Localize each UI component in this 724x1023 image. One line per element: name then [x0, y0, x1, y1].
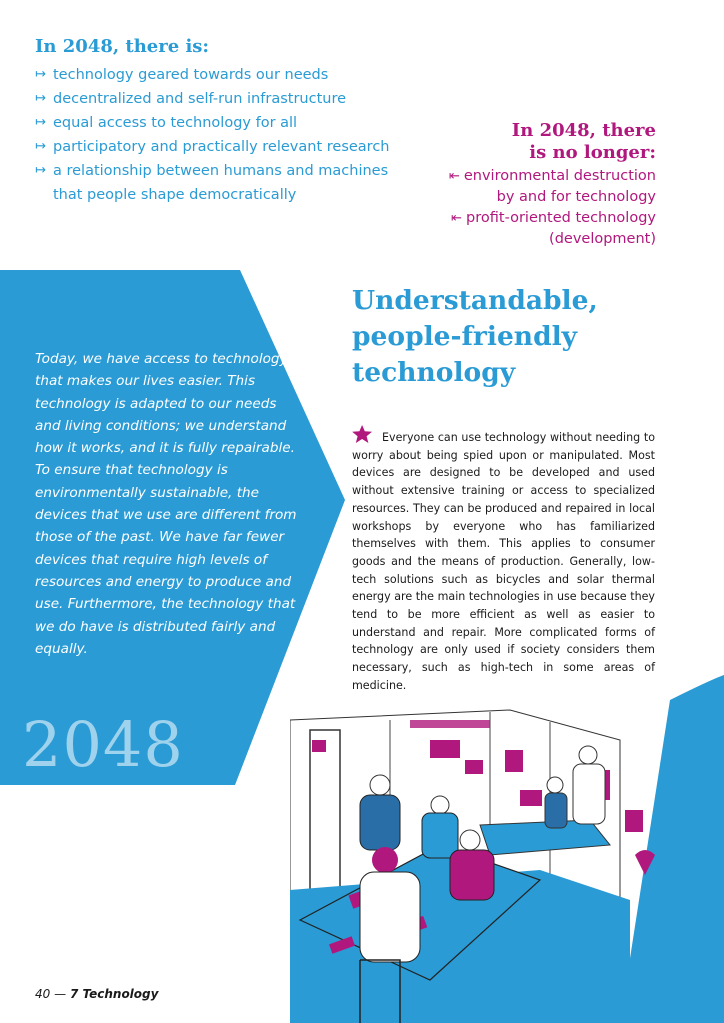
no-section [376, 120, 656, 250]
arrow-right-bar-icon: ↦ [35, 163, 46, 178]
list-item: ↦ decentralized and self-run infrastructure [35, 87, 425, 111]
workshop-illustration [290, 660, 724, 1023]
intro-quote: Today, we have access to technology that makes our lives easier. This technology is adapted to our needs and living conditions; we understand how it works, and it is fully repairable. To ensure that technology is environmentally sustainable, the devices that we use are different from those of the past. We have far fewer devices that require high levels of resources and energy to produce and use. Furthermore, the technology that we do have is distributed fairly and equally. [35, 351, 297, 657]
page-title: Understandable, people-friendly technology [352, 285, 598, 388]
year-label: 2048 [22, 708, 184, 781]
arrow-left-bar-icon: ⇤ [448, 169, 460, 184]
arrow-right-bar-icon: ↦ [35, 91, 46, 106]
list-item: ⇤ environmental destruction by and for technology [448, 168, 656, 205]
footer-separator: — [54, 987, 67, 1001]
list-item: ↦ equal access to technology for all [35, 111, 425, 135]
list-item: ↦ participatory and practically relevant research [35, 135, 425, 159]
arrow-right-bar-icon: ↦ [35, 67, 46, 82]
arrow-left-bar-icon: ⇤ [451, 211, 463, 226]
star-icon [352, 425, 374, 443]
yes-section [35, 36, 425, 207]
page-footer [35, 987, 158, 1001]
chapter-label: 7 Technology [69, 987, 159, 1001]
body-paragraph: Everyone can use technology without needing to worry about being spied upon or manipulated. Most devices are designed to be developed and used without extensive training or access to specialized resources. They can be produced and repaired in local workshops by everyone who has familiarized themselves with them. This applies to consumer goods and the means of production. Generally, low-tech solutions such as bicycles and solar thermal energy are the main technologies in use because they tend to be more efficient as well as easier to understand and repair. More complicated forms of technology are only used if society considers them necessary, such as high-tech in some areas of medicine. [352, 425, 655, 695]
yes-list [35, 63, 425, 207]
no-section-title: In 2048, there is no longer: [511, 120, 656, 163]
list-item: ⇤ profit-oriented technology (development) [451, 210, 656, 247]
list-item: ↦ a relationship between humans and machines that people shape democratically [35, 159, 425, 207]
page-number: 40 [35, 987, 51, 1001]
arrow-right-bar-icon: ↦ [35, 115, 46, 130]
list-item: ↦ technology geared towards our needs [35, 63, 425, 87]
arrow-right-bar-icon: ↦ [35, 139, 46, 154]
yes-section-title: In 2048, there is: [35, 36, 210, 57]
